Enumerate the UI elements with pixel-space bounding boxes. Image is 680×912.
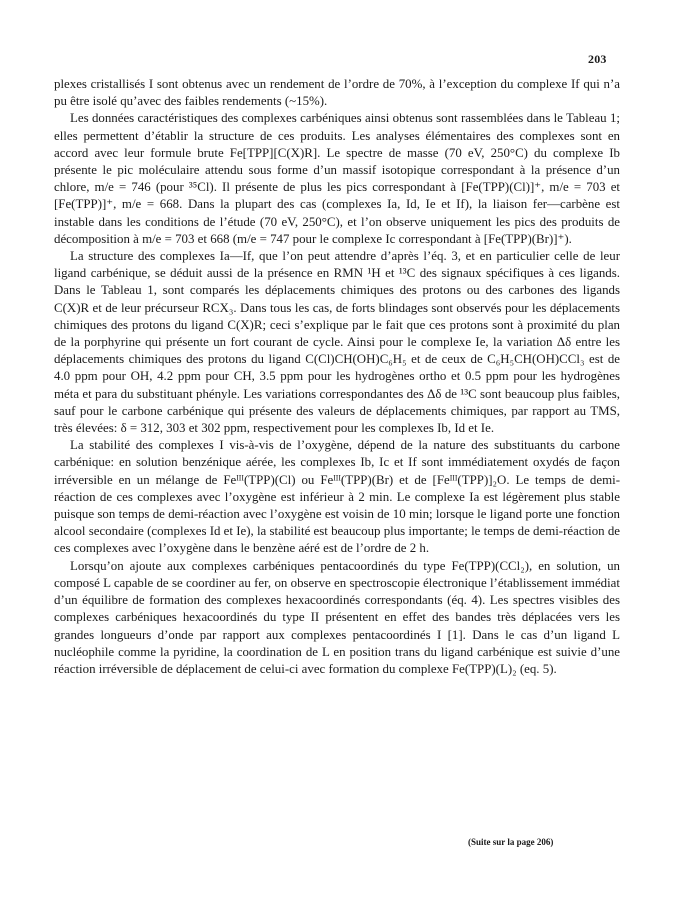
page-number: 203: [588, 52, 607, 66]
body-text: [54, 76, 620, 678]
paragraph: La stabilité des complexes I vis-à-vis de l’oxygène, dépend de la nature des substituants du carbone carbénique: en solution benzénique aérée, les complexes Ib, Ic et If sont immédiatement oxydés de façon irréversible en un mélange de Feᴵᴵᴵ(TPP)(Cl) ou Feᴵᴵᴵ(TPP)(Br) et de [Feᴵᴵᴵ(TPP)]₂O. Le temps de demi-réaction de ces complexes avec l’oxygène est inférieur à 2 min. Le complexe Ia est légèrement plus stable puisque son temps de demi-réaction avec l’oxygène est voisin de 10 min; lorsque le ligand porte une fonction alcool secondaire (complexes Id et Ie), la stabilité est beaucoup plus importante; le temps de demi-réaction de ces complexes avec l’oxygène dans le benzène aéré est de l’ordre de 2 h.: [54, 438, 620, 556]
paragraph: plexes cristallisés I sont obtenus avec un rendement de l’ordre de 70%, à l’exception du complexe If qui n’a pu être isolé qu’avec des faibles rendements (~15%).: [54, 77, 620, 109]
continuation-note: (Suite sur la page 206): [468, 837, 554, 847]
paragraph: La structure des complexes Ia—If, que l’on peut attendre d’après l’éq. 3, et en particulier celle de leur ligand carbénique, se déduit aussi de la présence en RMN ¹H et ¹³C des signaux spécifiques à ces ligands. Dans le Tableau 1, sont comparés les déplacements chimiques des protons ou des carbones des ligands C(X)R et de leur précurseur RCX₃. Dans tous les cas, de forts blindages sont observés pour les déplacements chimiques des protons du ligand C(X)R; ceci s’explique par le fait que ces protons sont à proximité du plan de la porphyrine qui présente un fort courant de cycle. Ainsi pour le complexe Ie, la variation Δδ entre les déplacements chimiques des protons du ligand C(Cl)CH(OH)C₆H₅ et de ceux de C₆H₅CH(OH)CCl₃ est de 4.0 ppm pour OH, 4.2 ppm pour CH, 3.5 ppm pour les hydrogènes ortho et 0.5 ppm pour les hydrogènes méta et para du substituant phényle. Les variations correspondantes des Δδ de ¹³C sont beaucoup plus faibles, sauf pour le carbone carbénique qui présente des valeurs de déplacements chimiques, par rapport au TMS, très élevées: δ = 312, 303 et 302 ppm, respectivement pour les complexes Ib, Id et Ie.: [54, 249, 620, 436]
paragraph: Les données caractéristiques des complexes carbéniques ainsi obtenus sont rassemblées dans le Tableau 1; elles permettent d’établir la structure de ces produits. Les analyses élémentaires des complexes sont en accord avec leur formule brute Fe[TPP][C(X)R]. Le spectre de masse (70 eV, 250°C) du complexe Ib présente le pic moléculaire attendu sous forme d’un massif isotopique correspondant à la présence d’un chlore, m/e = 746 (pour ³⁵Cl). Il présente de plus les pics correspondant à [Fe(TPP)(Cl)]⁺, m/e = 703 et [Fe(TPP)]⁺, m/e = 668. Dans la plupart des cas (complexes Ia, Id, Ie et If), la liaison fer—carbène est instable dans les conditions de l’étude (70 eV, 250°C), et l’on observe uniquement les pics des produits de décomposition à m/e = 703 et 668 (m/e = 747 pour le complexe Ic correspondant à [Fe(TPP)(Br)]⁺).: [54, 111, 620, 246]
paragraph: Lorsqu’on ajoute aux complexes carbéniques pentacoordinés du type Fe(TPP)(CCl₂), en solution, un composé L capable de se coordiner au fer, on observe en spectroscopie électronique l’établissement immédiat d’un équilibre de formation des complexes hexacoordinés correspondants (éq. 4). Les spectres visibles des complexes carbéniques hexacoordinés du type II présentent en effet des bandes très déplacées vers les grandes longueurs d’onde par rapport aux complexes pentacoordinés I [1]. Dans le cas d’un ligand L nucléophile comme la pyridine, la coordination de L en position trans du ligand carbénique est suivie d’une réaction irréversible de déplacement de celui-ci avec formation du complexe Fe(TPP)(L)₂ (eq. 5).: [54, 558, 620, 676]
